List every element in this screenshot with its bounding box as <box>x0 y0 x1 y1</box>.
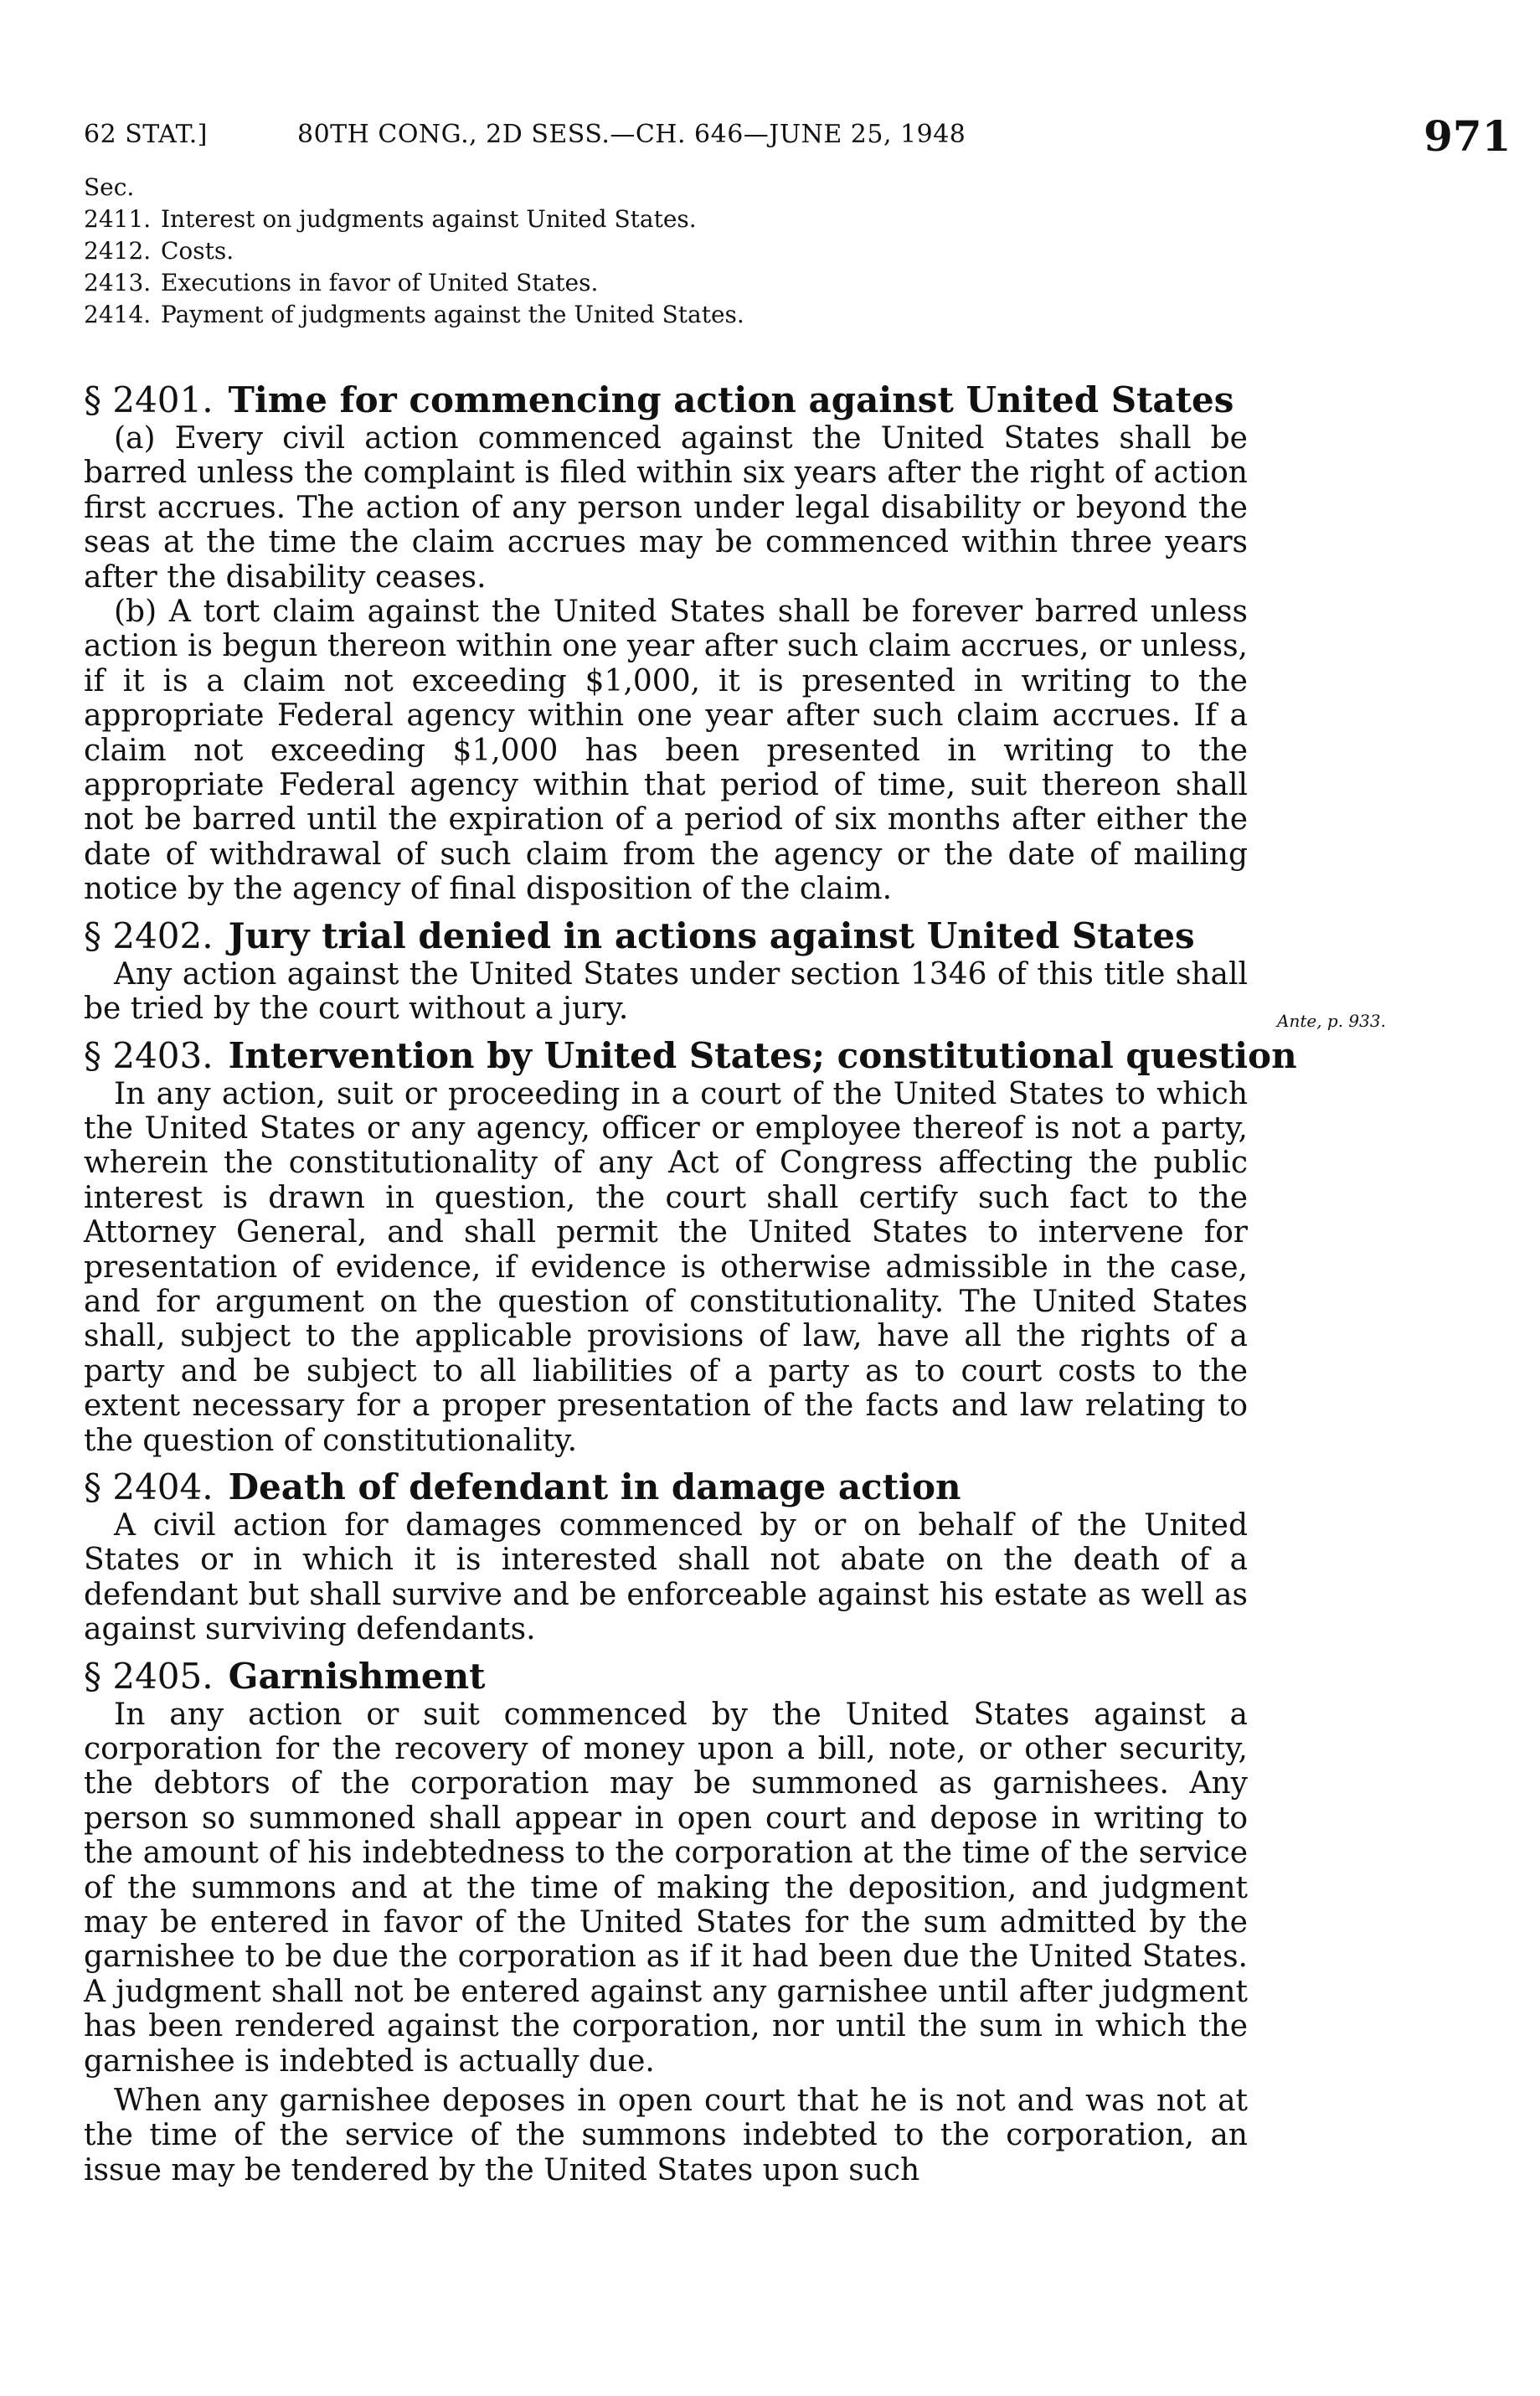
toc-item-title: Payment of judgments against the United States. <box>161 301 744 328</box>
toc-item <box>84 235 744 267</box>
section-number: § 2402. <box>84 915 214 956</box>
section-title: Garnishment <box>228 1655 486 1697</box>
toc-item-title: Interest on judgments against United States. <box>161 205 697 233</box>
toc-item <box>84 267 744 299</box>
toc-label: Sec. <box>84 173 135 201</box>
toc-item-number: 2411. <box>84 205 152 233</box>
margin-note-reference: Ante, p. 933. <box>1277 1011 1386 1031</box>
statute-body <box>84 379 1297 2187</box>
page-number: 971 <box>1424 111 1512 161</box>
section-2402-paragraph: Any action against the United States under section 1346 of this title shall be tried by the court without a jury. <box>84 956 1248 1027</box>
toc-item <box>84 299 744 331</box>
section-table-of-contents <box>84 172 744 331</box>
toc-item-number: 2414. <box>84 301 152 328</box>
section-2401-paragraph-b: (b) A tort claim against the United States shall be forever barred unless action is begun thereon within one year after such claim accrues, or unless, if it is a claim not exceeding $1,000, it is presented in writing to the appropriate Federal agency within one year after such claim accrues. If a claim not exceeding $1,000 has been presented in writing to the appropriate Federal agency within that period of time, suit thereon shall not be barred until the expiration of a period of six months after either the date of withdrawal of such claim from the agency or the date of mailing notice by the agency of final disposition of the claim. <box>84 595 1248 907</box>
section-2404-paragraph: A civil action for damages commenced by or on behalf of the United States or in which it is interested shall not abate on the death of a defendant but shall survive and be enforceable against his estate as well as against surviving defendants. <box>84 1507 1248 1647</box>
section-2403-paragraph: In any action, suit or proceeding in a court of the United States to which the United States or any agency, officer or employee thereof is not a party, wherein the constitutionality of any Act of Congress affecting the public interest is drawn in question, the court shall certify such fact to the Attorney General, and shall permit the United States to intervene for presentation of evidence, if evidence is otherwise admissible in the case, and for argument on the question of constitutionality. The United States shall, subject to the applicable provisions of law, have all the rights of a party and be subject to all liabilities of a party as to court costs to the extent necessary for a proper presentation of the facts and law relating to the question of constitutionality. <box>84 1076 1248 1458</box>
toc-item-number: 2413. <box>84 269 152 296</box>
section-2401-paragraph-a: (a) Every civil action commenced against the United States shall be barred unless the complaint is filed within six years after the right of action first accrues. The action of any person under legal disability or beyond the seas at the time the claim accrues may be commenced within three years after the disability ceases. <box>84 421 1248 595</box>
toc-item <box>84 204 744 235</box>
section-title: Time for commencing action against United States <box>228 379 1234 420</box>
section-number: § 2403. <box>84 1034 214 1076</box>
section-heading-2401 <box>84 379 1248 421</box>
toc-item-title: Costs. <box>161 237 234 265</box>
section-2405-paragraph-1: In any action or suit commenced by the United States against a corporation for the recovery of money upon a bill, note, or other security, the debtors of the corporation may be summoned as garnishees. Any person so summoned shall appear in open court and depose in writing to the amount of his indebtedness to the corporation at the time of the service of the summons and at the time of making the deposition, and judgment may be entered in favor of the United States for the sum admitted by the garnishee to be due the corporation as if it had been due the United States. A judgment shall not be entered against any garnishee until after judgment has been rendered against the corporation, nor until the sum in which the garnishee is indebted is actually due. <box>84 1697 1248 2079</box>
running-head-session: 80TH CONG., 2D SESS.—CH. 646—JUNE 25, 1948 <box>297 120 966 149</box>
section-2405-paragraph-2: When any garnishee deposes in open court that he is not and was not at the time of the service of the summons indebted to the corporation, an issue may be tendered by the United States upon such <box>84 2084 1248 2187</box>
section-heading-2405 <box>84 1656 1248 1698</box>
section-title: Intervention by United States; constitutional question <box>228 1034 1297 1076</box>
section-number: § 2405. <box>84 1655 214 1697</box>
toc-item-title: Executions in favor of United States. <box>161 269 599 296</box>
section-heading-2404 <box>84 1466 1248 1508</box>
running-head-volume: 62 STAT.] <box>84 120 208 149</box>
section-number: § 2404. <box>84 1466 214 1507</box>
toc-item-number: 2412. <box>84 237 152 265</box>
section-heading-2403 <box>84 1034 1297 1077</box>
section-title: Death of defendant in damage action <box>228 1466 961 1507</box>
section-heading-2402 <box>84 915 1248 957</box>
section-title: Jury trial denied in actions against United States <box>228 915 1195 956</box>
section-number: § 2401. <box>84 379 214 420</box>
